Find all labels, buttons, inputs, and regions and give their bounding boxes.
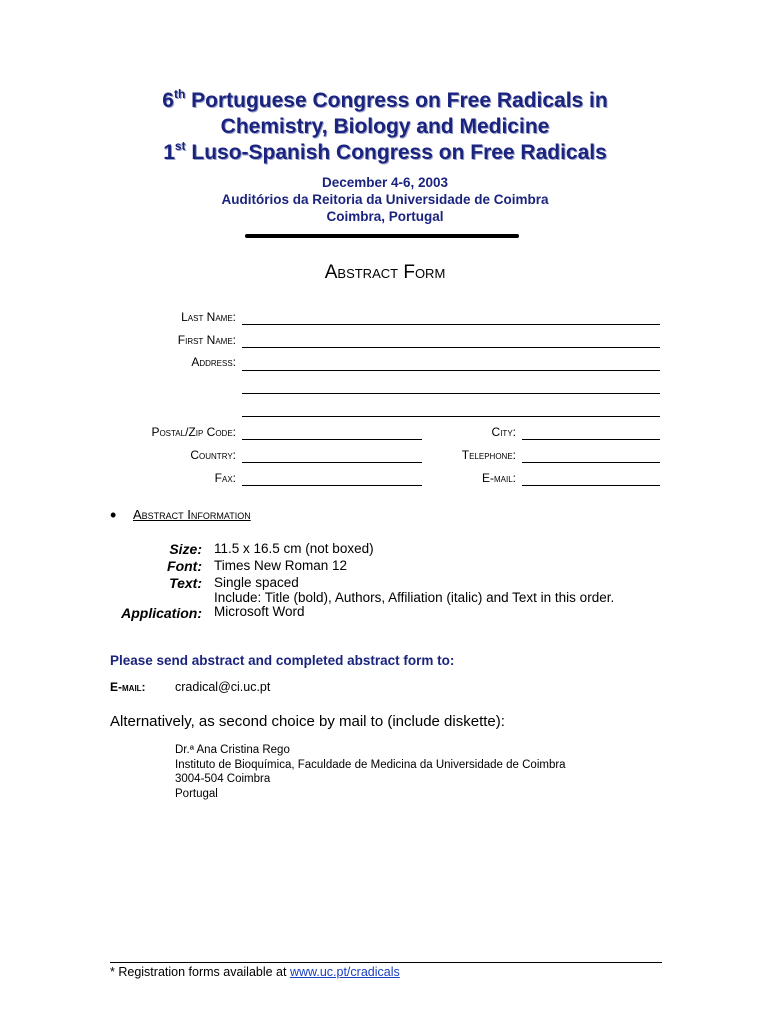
address-field-line-2[interactable] <box>242 393 660 394</box>
congress-date: December 4-6, 2003 <box>321 175 449 190</box>
application-value: Microsoft Word <box>214 604 305 619</box>
size-value: 11.5 x 16.5 cm (not boxed) <box>214 541 374 556</box>
last-name-field[interactable] <box>242 324 660 325</box>
first-name-label: First Name: <box>177 333 236 347</box>
abstract-information-heading: Abstract Information <box>133 507 251 522</box>
congress-title-line-2: Chemistry, Biology and Medicine <box>220 115 550 138</box>
text-label: Text: <box>169 575 202 591</box>
font-label: Font: <box>167 558 202 574</box>
country-field[interactable] <box>242 462 422 463</box>
footer-divider <box>110 962 662 963</box>
address-label: Address: <box>191 355 236 369</box>
header-divider <box>245 234 519 238</box>
fax-label: Fax: <box>214 471 236 485</box>
postal-code-label: Postal/Zip Code: <box>151 425 236 439</box>
email-label: E-mail: <box>481 471 516 485</box>
registration-link[interactable]: www.uc.pt/cradicals <box>289 965 400 979</box>
asterisk-marker: * <box>110 965 115 979</box>
address-field-line-1[interactable] <box>242 370 660 371</box>
address-field-line-3[interactable] <box>242 416 660 417</box>
last-name-label: Last Name: <box>181 310 236 324</box>
fax-field[interactable] <box>242 485 422 486</box>
telephone-label: Telephone: <box>461 448 516 462</box>
city-field[interactable] <box>522 439 660 440</box>
congress-venue: Auditórios da Reitoria da Universidade de Coimbra <box>221 192 549 207</box>
first-name-field[interactable] <box>242 347 660 348</box>
send-instructions: Please send abstract and completed abstract form to: <box>110 653 455 668</box>
contact-email-value[interactable]: cradical@ci.uc.pt <box>175 680 271 694</box>
country-label: Country: <box>190 448 236 462</box>
address-line-country: Portugal <box>175 787 218 800</box>
congress-city: Coimbra, Portugal <box>326 209 444 224</box>
font-value: Times New Roman 12 <box>214 558 348 573</box>
form-title: Abstract Form <box>324 262 446 283</box>
congress-title-line-3: 1st Luso-Spanish Congress on Free Radicals <box>163 139 607 164</box>
include-value: Include: Title (bold), Authors, Affiliation (italic) and Text in this order. <box>214 590 615 605</box>
address-line-name: Dr.ª Ana Cristina Rego <box>175 744 290 756</box>
alternative-instructions: Alternatively, as second choice by mail to (include diskette): <box>110 713 505 730</box>
bullet-icon: • <box>110 505 117 525</box>
size-label: Size: <box>169 541 202 557</box>
email-field[interactable] <box>522 485 660 486</box>
address-line-institute: Instituto de Bioquímica, Faculdade de Medicina da Universidade de Coimbra <box>175 758 566 771</box>
application-label: Application: <box>121 605 202 621</box>
city-label: City: <box>491 425 516 439</box>
telephone-field[interactable] <box>522 462 660 463</box>
congress-title-line-1: 6th Portuguese Congress on Free Radicals in <box>162 87 608 112</box>
text-value: Single spaced <box>214 575 299 590</box>
postal-code-field[interactable] <box>242 439 422 440</box>
address-line-postcode: 3004-504 Coimbra <box>175 773 271 785</box>
footer-note: * Registration forms available at www.uc.pt/cradicals <box>110 965 400 979</box>
contact-email-label: E-mail: <box>110 680 146 694</box>
